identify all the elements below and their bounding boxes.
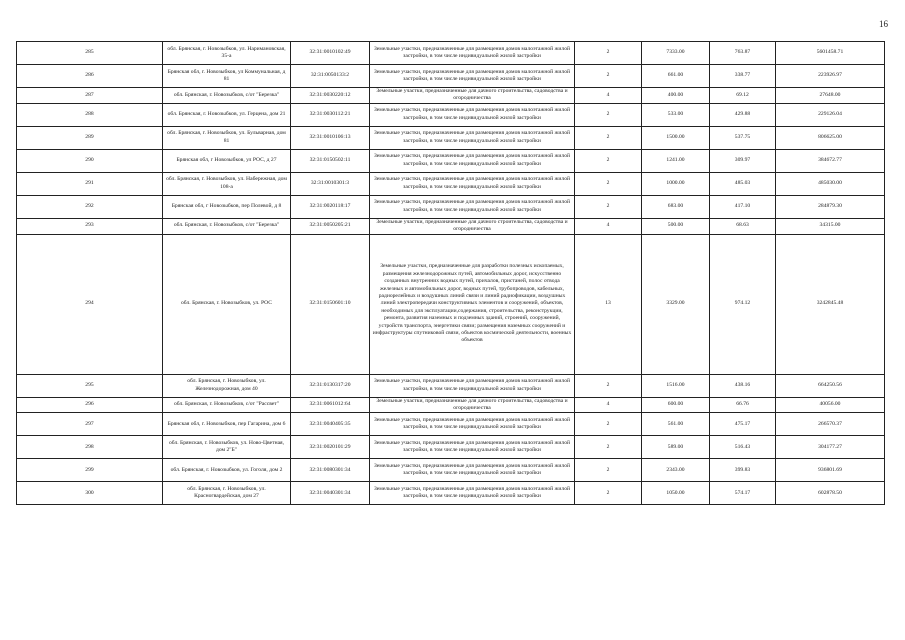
specific-value-cell: 485.03 bbox=[710, 172, 776, 195]
group-code-cell: 2 bbox=[575, 374, 642, 397]
row-number-cell: 287 bbox=[17, 88, 163, 104]
area-cell: 400.00 bbox=[642, 88, 710, 104]
row-number-cell: 297 bbox=[17, 413, 163, 436]
area-cell: 7333.00 bbox=[642, 42, 710, 65]
area-cell: 533.00 bbox=[642, 103, 710, 126]
cadastral-value-cell: 3242845.48 bbox=[776, 234, 885, 374]
cadastral-value-cell: 384672.77 bbox=[776, 149, 885, 172]
land-use-purpose-cell: Земельные участки, предназначенные для размещения домов малоэтажной жилой застройки, в том числе индивидуальной жилой застройки bbox=[370, 149, 575, 172]
land-use-purpose-cell: Земельные участки, предназначенные для размещения домов малоэтажной жилой застройки, в том числе индивидуальной жилой застройки bbox=[370, 42, 575, 65]
cadastral-number-cell: 32:31:0040301:34 bbox=[291, 482, 370, 505]
specific-value-cell: 537.75 bbox=[710, 126, 776, 149]
group-code-cell: 2 bbox=[575, 436, 642, 459]
land-use-purpose-cell: Земельные участки, предназначенные для дачного строительства, садоводства и огородничества bbox=[370, 88, 575, 104]
table-row bbox=[17, 195, 885, 218]
cadastral-value-cell: 40056.00 bbox=[776, 397, 885, 413]
address-cell: обл. Брянская, г. Новозыбков, ул. Герцена, дом 21 bbox=[163, 103, 291, 126]
cadastral-value-cell: 284879.30 bbox=[776, 195, 885, 218]
area-cell: 1000.00 bbox=[642, 172, 710, 195]
table-row bbox=[17, 149, 885, 172]
table-row bbox=[17, 88, 885, 104]
cadastral-value-cell: 304177.27 bbox=[776, 436, 885, 459]
cadastral-number-cell: 32:31:0030220:12 bbox=[291, 88, 370, 104]
row-number-cell: 300 bbox=[17, 482, 163, 505]
cadastral-number-cell: 32:31:0040405:35 bbox=[291, 413, 370, 436]
row-number-cell: 289 bbox=[17, 126, 163, 149]
land-use-purpose-cell: Земельные участки, предназначенные для размещения домов малоэтажной жилой застройки, в том числе индивидуальной жилой застройки bbox=[370, 172, 575, 195]
area-cell: 1241.00 bbox=[642, 149, 710, 172]
table-row bbox=[17, 126, 885, 149]
area-cell: 1500.00 bbox=[642, 126, 710, 149]
address-cell: Брянская обл, г. Новозыбков, ул Коммунальная, д 81 bbox=[163, 65, 291, 88]
specific-value-cell: 309.97 bbox=[710, 149, 776, 172]
group-code-cell: 2 bbox=[575, 149, 642, 172]
group-code-cell: 2 bbox=[575, 459, 642, 482]
table-row bbox=[17, 482, 885, 505]
table-row bbox=[17, 103, 885, 126]
address-cell: обл. Брянская, г. Новозыбков, ул. Красногвардейская, дом 27 bbox=[163, 482, 291, 505]
land-use-purpose-cell: Земельные участки, предназначенные для размещения домов малоэтажной жилой застройки, в том числе индивидуальной жилой застройки bbox=[370, 195, 575, 218]
row-number-cell: 294 bbox=[17, 234, 163, 374]
row-number-cell: 285 bbox=[17, 42, 163, 65]
specific-value-cell: 475.17 bbox=[710, 413, 776, 436]
cadastral-number-cell: 32:31:0130317:20 bbox=[291, 374, 370, 397]
specific-value-cell: 438.16 bbox=[710, 374, 776, 397]
cadastral-value-cell: 34315.00 bbox=[776, 218, 885, 234]
group-code-cell: 2 bbox=[575, 413, 642, 436]
land-use-purpose-cell: Земельные участки, предназначенные для размещения домов малоэтажной жилой застройки, в том числе индивидуальной жилой застройки bbox=[370, 374, 575, 397]
group-code-cell: 4 bbox=[575, 88, 642, 104]
cadastral-value-cell: 602878.50 bbox=[776, 482, 885, 505]
specific-value-cell: 338.77 bbox=[710, 65, 776, 88]
land-use-purpose-cell: Земельные участки, предназначенные для размещения домов малоэтажной жилой застройки, в том числе индивидуальной жилой застройки bbox=[370, 413, 575, 436]
address-cell: обл. Брянская, г. Новозыбков, ул. Гоголя, дом 2 bbox=[163, 459, 291, 482]
specific-value-cell: 66.76 bbox=[710, 397, 776, 413]
table-row bbox=[17, 218, 885, 234]
row-number-cell: 288 bbox=[17, 103, 163, 126]
address-cell: Брянская обл, г Новозыбков, пер Полевой, д 8 bbox=[163, 195, 291, 218]
table-row bbox=[17, 436, 885, 459]
table-row bbox=[17, 397, 885, 413]
cadastral-number-cell: 32:31:0150601:10 bbox=[291, 234, 370, 374]
group-code-cell: 2 bbox=[575, 172, 642, 195]
specific-value-cell: 763.87 bbox=[710, 42, 776, 65]
group-code-cell: 2 bbox=[575, 126, 642, 149]
area-cell: 2343.00 bbox=[642, 459, 710, 482]
group-code-cell: 4 bbox=[575, 397, 642, 413]
row-number-cell: 286 bbox=[17, 65, 163, 88]
cadastral-value-cell: 936801.69 bbox=[776, 459, 885, 482]
area-cell: 1516.00 bbox=[642, 374, 710, 397]
table-row bbox=[17, 172, 885, 195]
table-row bbox=[17, 42, 885, 65]
specific-value-cell: 516.43 bbox=[710, 436, 776, 459]
cadastral-number-cell: 32:31:0080301:34 bbox=[291, 459, 370, 482]
land-use-purpose-cell: Земельные участки, предназначенные для размещения домов малоэтажной жилой застройки, в том числе индивидуальной жилой застройки bbox=[370, 126, 575, 149]
address-cell: обл. Брянская, г. Новозыбков, ул. Железнодорожная, дом 40 bbox=[163, 374, 291, 397]
land-use-purpose-cell: Земельные участки, предназначенные для размещения домов малоэтажной жилой застройки, в том числе индивидуальной жилой застройки bbox=[370, 103, 575, 126]
address-cell: Брянская обл, г. Новозыбков, пер Гагарина, дом 6 bbox=[163, 413, 291, 436]
cadastral-number-cell: 32:31:0061012:64 bbox=[291, 397, 370, 413]
table-row bbox=[17, 459, 885, 482]
cadastral-value-cell: 664250.56 bbox=[776, 374, 885, 397]
page-number: 16 bbox=[879, 19, 888, 29]
land-parcels-table bbox=[16, 41, 885, 505]
area-cell: 1050.00 bbox=[642, 482, 710, 505]
row-number-cell: 290 bbox=[17, 149, 163, 172]
land-use-purpose-cell: Земельные участки, предназначенные для размещения домов малоэтажной жилой застройки, в том числе индивидуальной жилой застройки bbox=[370, 482, 575, 505]
cadastral-value-cell: 485030.00 bbox=[776, 172, 885, 195]
row-number-cell: 291 bbox=[17, 172, 163, 195]
table-row bbox=[17, 65, 885, 88]
table-row bbox=[17, 374, 885, 397]
area-cell: 661.00 bbox=[642, 65, 710, 88]
area-cell: 3329.00 bbox=[642, 234, 710, 374]
row-number-cell: 292 bbox=[17, 195, 163, 218]
specific-value-cell: 417.10 bbox=[710, 195, 776, 218]
row-number-cell: 293 bbox=[17, 218, 163, 234]
land-use-purpose-cell: Земельные участки, предназначенные для разработки полезных ископаемых, размещения железнодорожных путей, автомобильных дорог, искусственно созданных внутренних водных путей, причалов, пристаней, полос отвода железных и автомобильных дорог, водных путей, трубопроводов, кабельных, радиорелейных и воздушных линий связи и линий радиофикации, воздушных линий электропередачи конструктивных элементов и сооружений, объектов, необходимых для эксплуатации,содержания, строительства, реконструкции, ремонта, развития наземных и подземных зданий, строений, сооружений, устройств транспорта, энергетики связи; размещения наземных сооружений и инфраструктуры спутниковой связи, объектов космической деятельности, военных объектов bbox=[370, 234, 575, 374]
land-use-purpose-cell: Земельные участки, предназначенные для дачного строительства, садоводства и огородничества bbox=[370, 218, 575, 234]
cadastral-number-cell: 32:31:0010102:49 bbox=[291, 42, 370, 65]
land-use-purpose-cell: Земельные участки, предназначенные для размещения домов малоэтажной жилой застройки, в том числе индивидуальной жилой застройки bbox=[370, 65, 575, 88]
address-cell: обл. Брянская, г. Новозыбков, ул. Ново-Цветная, дом 2"Б" bbox=[163, 436, 291, 459]
cadastral-value-cell: 5601458.71 bbox=[776, 42, 885, 65]
cadastral-number-cell: 32:31:0050205:21 bbox=[291, 218, 370, 234]
specific-value-cell: 69.12 bbox=[710, 88, 776, 104]
land-use-purpose-cell: Земельные участки, предназначенные для размещения домов малоэтажной жилой застройки, в том числе индивидуальной жилой застройки bbox=[370, 436, 575, 459]
specific-value-cell: 574.17 bbox=[710, 482, 776, 505]
table-body bbox=[17, 42, 885, 505]
cadastral-value-cell: 27648.00 bbox=[776, 88, 885, 104]
cadastral-value-cell: 806625.00 bbox=[776, 126, 885, 149]
group-code-cell: 2 bbox=[575, 482, 642, 505]
area-cell: 500.00 bbox=[642, 218, 710, 234]
cadastral-value-cell: 229126.04 bbox=[776, 103, 885, 126]
area-cell: 600.00 bbox=[642, 397, 710, 413]
cadastral-number-cell: 32:31:0020118:17 bbox=[291, 195, 370, 218]
land-use-purpose-cell: Земельные участки, предназначенные для размещения домов малоэтажной жилой застройки, в том числе индивидуальной жилой застройки bbox=[370, 459, 575, 482]
cadastral-number-cell: 32:31:0050133:2 bbox=[291, 65, 370, 88]
cadastral-number-cell: 32:31:0030112:21 bbox=[291, 103, 370, 126]
cadastral-value-cell: 266570.37 bbox=[776, 413, 885, 436]
row-number-cell: 296 bbox=[17, 397, 163, 413]
land-use-purpose-cell: Земельные участки, предназначенные для дачного строительства, садоводства и огородничества bbox=[370, 397, 575, 413]
cadastral-value-cell: 223926.97 bbox=[776, 65, 885, 88]
table-row bbox=[17, 413, 885, 436]
area-cell: 683.00 bbox=[642, 195, 710, 218]
cadastral-number-cell: 32:31:0150502:11 bbox=[291, 149, 370, 172]
group-code-cell: 2 bbox=[575, 65, 642, 88]
group-code-cell: 4 bbox=[575, 218, 642, 234]
table-row bbox=[17, 234, 885, 374]
address-cell: обл. Брянская, г. Новозыбков, ул. Наримановская, 35-а bbox=[163, 42, 291, 65]
address-cell: обл. Брянская, г. Новозыбков, ул. РОС bbox=[163, 234, 291, 374]
specific-value-cell: 399.83 bbox=[710, 459, 776, 482]
address-cell: обл. Брянская, г. Новозыбков, ул. Бульварная, дом 81 bbox=[163, 126, 291, 149]
group-code-cell: 2 bbox=[575, 42, 642, 65]
group-code-cell: 2 bbox=[575, 195, 642, 218]
address-cell: обл. Брянская, г. Новозыбков, с/от "Березка" bbox=[163, 88, 291, 104]
specific-value-cell: 974.12 bbox=[710, 234, 776, 374]
cadastral-number-cell: 32:31:0010301:3 bbox=[291, 172, 370, 195]
address-cell: обл. Брянская, г. Новозыбков, с/от "Рассвет" bbox=[163, 397, 291, 413]
address-cell: Брянская обл, г Новозыбков, ул РОС, д 27 bbox=[163, 149, 291, 172]
area-cell: 561.00 bbox=[642, 413, 710, 436]
area-cell: 589.00 bbox=[642, 436, 710, 459]
group-code-cell: 13 bbox=[575, 234, 642, 374]
group-code-cell: 2 bbox=[575, 103, 642, 126]
specific-value-cell: 68.63 bbox=[710, 218, 776, 234]
address-cell: обл. Брянская, г. Новозыбков, с/от "Березка" bbox=[163, 218, 291, 234]
address-cell: обл. Брянская, г. Новозыбков, ул. Набережная, дом 108-а bbox=[163, 172, 291, 195]
row-number-cell: 299 bbox=[17, 459, 163, 482]
cadastral-number-cell: 32:31:0010106:13 bbox=[291, 126, 370, 149]
row-number-cell: 295 bbox=[17, 374, 163, 397]
cadastral-number-cell: 32:31:0020101:29 bbox=[291, 436, 370, 459]
specific-value-cell: 429.88 bbox=[710, 103, 776, 126]
row-number-cell: 298 bbox=[17, 436, 163, 459]
